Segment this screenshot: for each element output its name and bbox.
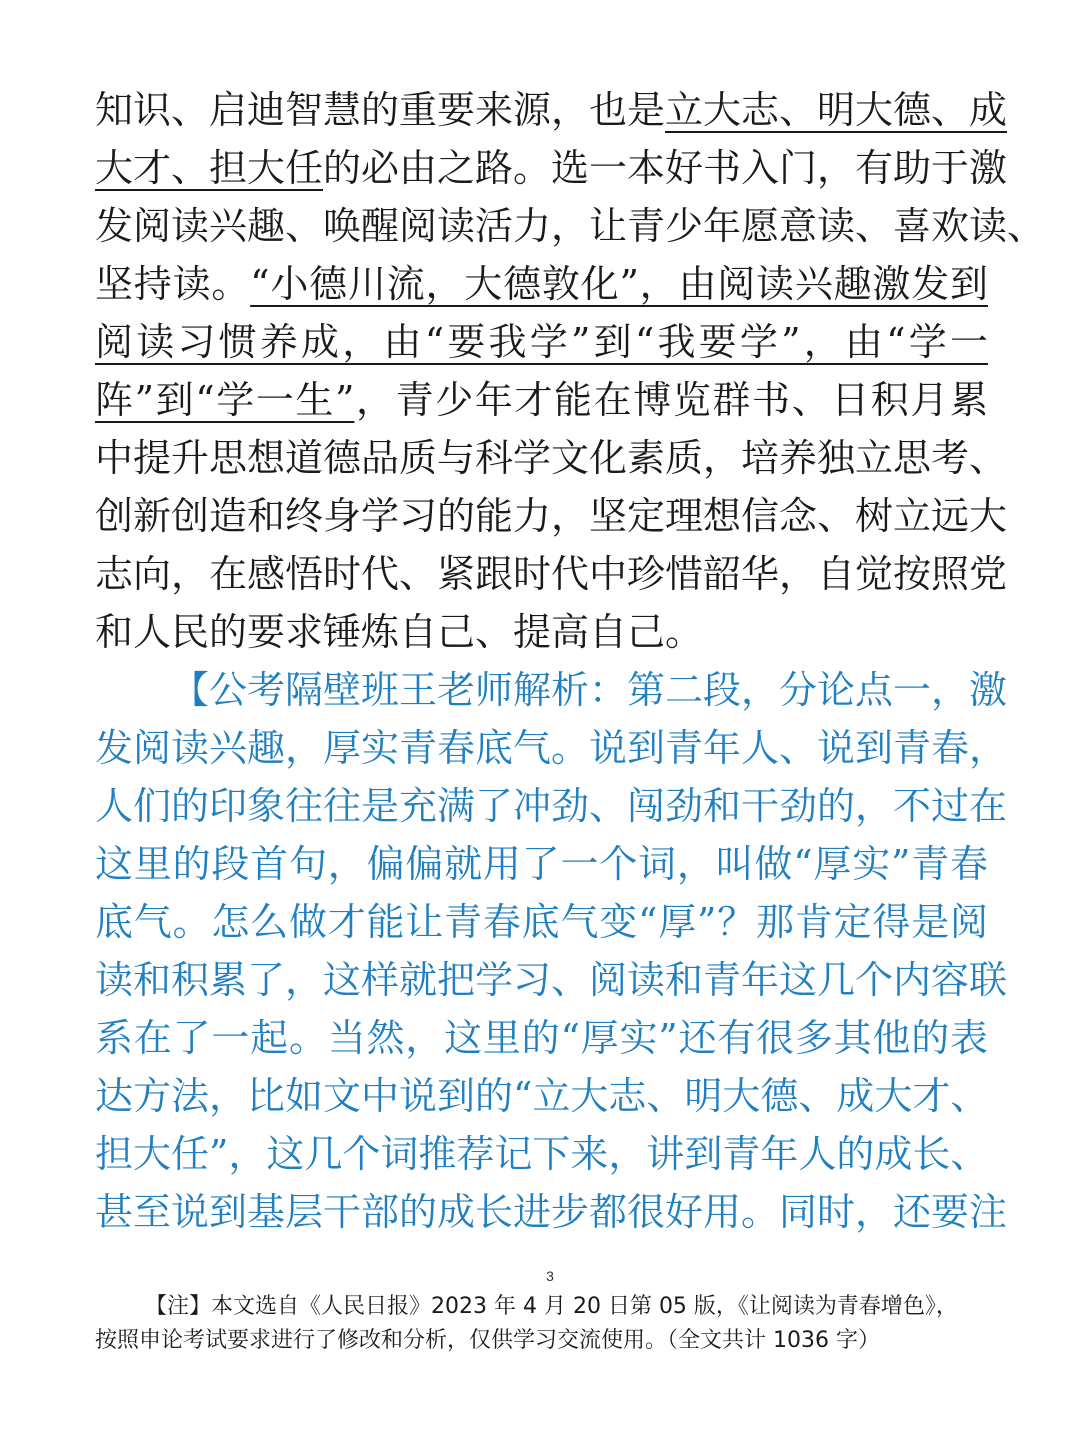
body-text: 发阅读兴趣、唤醒阅读活力，让青少年愿意读、喜欢读、 (95, 204, 1046, 248)
body-line-5 (95, 313, 988, 371)
analysis-line-2: 发阅读兴趣，厚实青春底气。说到青年人、说到青春， (95, 726, 1008, 770)
body-text: 和人民的要求锤炼自己、提高自己。 (95, 610, 704, 654)
underlined-text: 大才、担大任 (95, 146, 324, 190)
analysis-line-7: 系在了一起。当然，这里的“厚实”还有很多其他的表 (95, 1016, 988, 1060)
footer-note-line-2: 按照申论考试要求进行了修改和分析，仅供学习交流使用。（全文共计 1036 字） (95, 1328, 880, 1353)
body-line-6 (95, 371, 988, 429)
analysis-line-3: 人们的印象往往是充满了冲劲、闯劲和干劲的，不过在 (95, 784, 1008, 828)
body-text: 志向，在感悟时代、紧跟时代中珍惜韶华，自觉按照党 (95, 552, 1008, 596)
body-line-2 (95, 139, 1008, 197)
body-line-1 (95, 81, 1008, 139)
analysis-line-10: 甚至说到基层干部的成长进步都很好用。同时，还要注 (95, 1190, 1008, 1234)
body-text: 创新创造和终身学习的能力，坚定理想信念、树立远大 (95, 494, 1008, 538)
body-text: 坚持读。 (95, 262, 251, 306)
body-line-9 (95, 545, 1008, 603)
body-text: 中提升思想道德品质与科学文化素质，培养独立思考、 (95, 436, 1008, 480)
body-text: 的必由之路。选一本好书入门，有助于激 (323, 146, 1008, 190)
body-line-7 (95, 429, 1008, 487)
body-line-3 (95, 197, 1046, 255)
body-text: 知识、启迪智慧的重要来源，也是 (95, 88, 666, 132)
body-line-10 (95, 603, 988, 661)
underlined-text: 阅读习惯养成，由“要我学”到“我要学”，由“学一 (95, 320, 988, 364)
body-text: ，青少年才能在博览群书、日积月累 (354, 378, 988, 422)
analysis-line-4: 这里的段首句，偏偏就用了一个词，叫做“厚实”青春 (95, 842, 988, 886)
body-line-8 (95, 487, 1008, 545)
analysis-line-5: 底气。怎么做才能让青春底气变“厚”？那肯定得是阅 (95, 900, 988, 944)
underlined-text: “小德川流，大德敦化”，由阅读兴趣激发到 (250, 262, 988, 306)
underlined-text: 阵”到“学一生” (95, 378, 355, 422)
analysis-line-9: 担大任”，这几个词推荐记下来，讲到青年人的成长、 (95, 1132, 989, 1176)
footer-note-line-1: 【注】本文选自《人民日报》2023 年 4 月 20 日第 05 版，《让阅读为青春增色》， (145, 1294, 958, 1319)
underlined-text: 立大志、明大德、成 (665, 88, 1008, 132)
page-number: 3 (546, 1268, 554, 1284)
analysis-line-1: 【公考隔壁班王老师解析：第二段，分论点一，激 (171, 668, 1008, 712)
body-line-4 (95, 255, 988, 313)
analysis-line-8: 达方法，比如文中说到的“立大志、明大德、成大才、 (95, 1074, 989, 1118)
analysis-line-6: 读和积累了，这样就把学习、阅读和青年这几个内容联 (95, 958, 1008, 1002)
